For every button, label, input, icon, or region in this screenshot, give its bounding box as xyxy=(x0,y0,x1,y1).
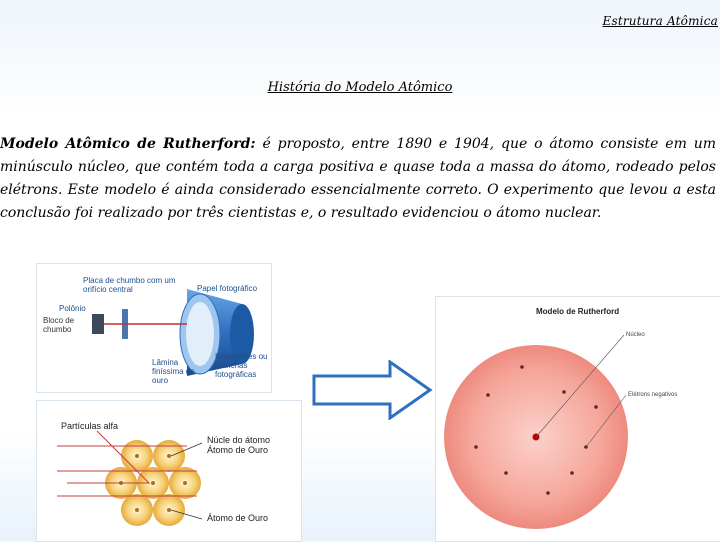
label-nucleo: Núcleo xyxy=(626,332,645,338)
label-atomo-ouro: Átomo de Ouro xyxy=(207,513,269,523)
label-placa: Placa de chumbo com um orifício central xyxy=(83,276,176,294)
label-impressoes: Impressões ou manchas fotográficas xyxy=(215,352,268,379)
label-polonio: Polônio xyxy=(59,304,86,313)
label-lamina: Lâmina finíssima de ouro xyxy=(152,358,195,385)
label-eletrons: Elétrons negativos xyxy=(628,392,678,398)
label-nucleo-atomo: Núcle do átomo Átomo de Ouro xyxy=(207,435,271,455)
paragraph-lead: Modelo Atômico de Rutherford: xyxy=(0,136,256,152)
rutherford-model-diagram xyxy=(435,296,720,542)
body-paragraph xyxy=(0,133,716,225)
rutherford-model-illustration xyxy=(436,297,720,541)
slide-subtitle: História do Modelo Atômico xyxy=(267,80,453,95)
corner-title: Estrutura Atômica xyxy=(602,14,718,28)
experiment-diagram xyxy=(36,263,272,393)
label-papel: Papel fotográfico xyxy=(197,284,258,293)
label-particulas: Partículas alfa xyxy=(61,421,119,431)
paragraph-body: é proposto, entre 1890 e 1904, que o átomo consiste em um minúsculo núcleo, que contém toda a carga positiva e quase toda a massa do átomo, rodeado pelos elétrons. Este modelo é ainda considerado essencialmente correto. O experimento que levou a esta conclusão foi realizado por três cientistas e, o resultado evidenciou o átomo nuclear. xyxy=(0,136,717,221)
label-bloco: Bloco de chumbo xyxy=(43,316,75,334)
model-title: Modelo de Rutherford xyxy=(536,307,620,316)
gold-atoms-diagram xyxy=(36,400,302,542)
right-arrow-icon xyxy=(312,360,434,420)
